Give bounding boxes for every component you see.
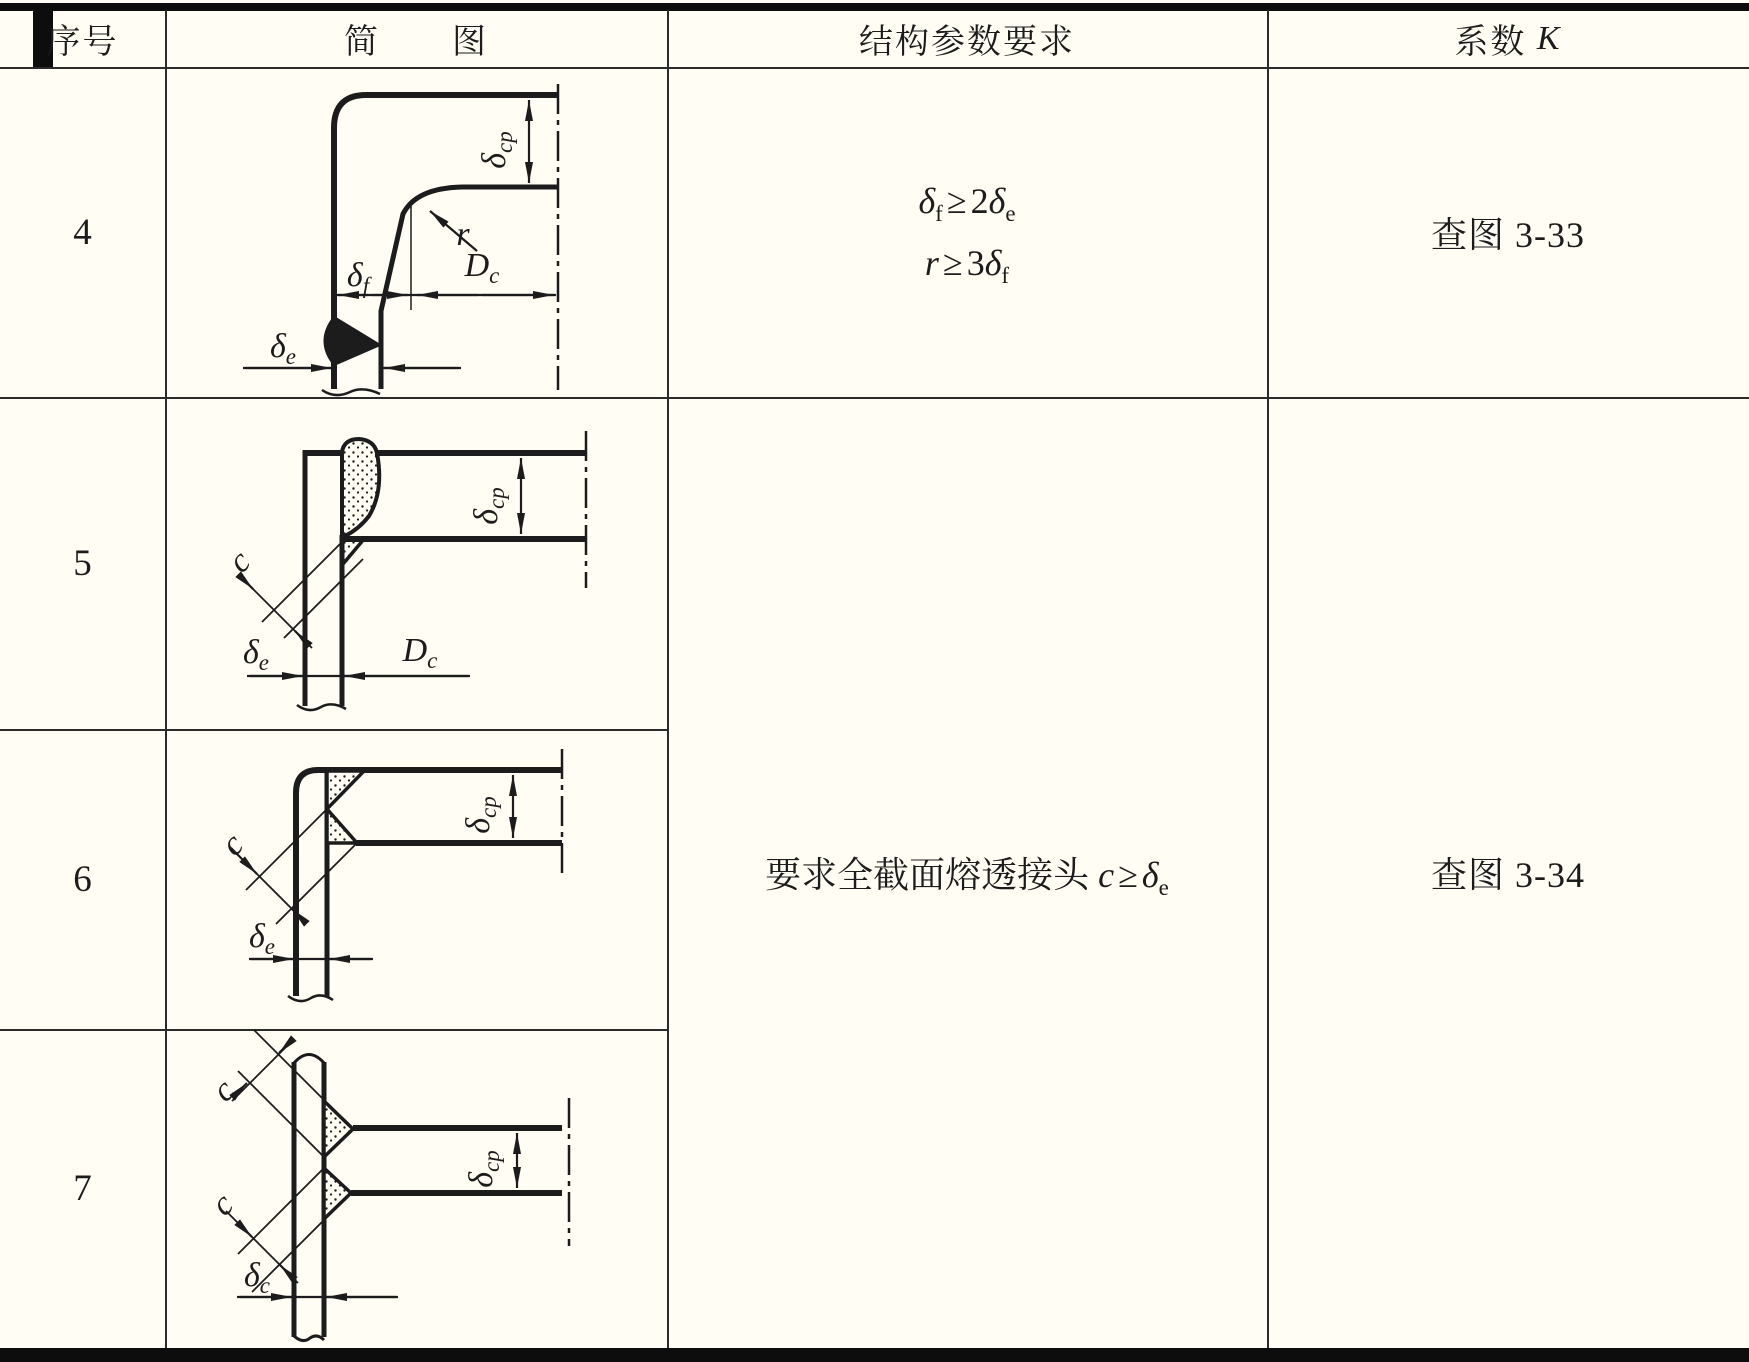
diagram-row7-tee-joint-double-weld [165,1029,667,1348]
label-delta-e: $\delta_e$ [248,918,276,959]
row6-dimension-lines [231,775,513,959]
merged-requirements [667,397,1267,1348]
diagram-row4-flanged-corner-joint [165,67,667,397]
row4-requirement-line1: $\delta_f \ge 2\delta_e$ [918,181,1016,227]
label-delta-e: $\delta_e$ [269,328,297,369]
header-coefficient [1267,10,1749,67]
row4-requirements [667,67,1267,397]
label-Dc: $D_c$ [402,632,438,673]
row6-lower-weld [327,809,357,843]
row4-requirement-line2: $r \ge 3\delta_f$ [924,243,1010,289]
row7-lower-weld [324,1168,351,1219]
label-delta-cp: $\delta_{cp}$ [463,1150,504,1188]
row5-weld-bead [342,439,379,536]
label-Dc: $D_c$ [464,247,500,288]
serial-row4: 4 [73,211,92,253]
header-serial: 序号 [46,24,119,61]
diagram-row5-butt-welded-flat-head [165,397,667,729]
label-c: c [214,826,251,863]
row4-fillet-weld-solid [325,317,381,365]
row7-c-leaders [226,1030,350,1292]
header-coefficient-text: 系数 [1454,24,1527,61]
merged-coefficient: 查图 3-34 [1431,855,1585,895]
label-delta-c: $\delta_c$ [243,1257,271,1298]
header-sketch: 简 图 [344,24,488,61]
row4-coefficient: 查图 3-33 [1431,214,1585,255]
table-bottom-border [0,1348,1749,1362]
label-r: r [456,216,470,253]
serial-row7: 7 [73,1168,92,1209]
merged-requirement-line: 要求全截面熔透接头 $c \ge \delta_e$ [765,855,1169,901]
header-requirements: 结构参数要求 [859,24,1075,61]
serial-row6: 6 [73,858,92,900]
row5-dimension-lines [242,458,521,676]
label-c-bottom: c [204,1186,241,1223]
row7-upper-weld [324,1101,353,1157]
label-delta-cp: $\delta_{cp}$ [476,131,517,169]
label-c: c [221,543,258,580]
label-delta-cp: $\delta_{cp}$ [468,487,509,525]
label-delta-e: $\delta_e$ [242,634,270,675]
label-delta-f: $\delta_f$ [346,257,370,298]
row7-top-break [294,1055,324,1064]
serial-row5: 5 [73,542,92,584]
row4-break-line [322,389,380,395]
row6-break-line [288,995,333,1001]
row7-dimension-lines [235,1042,517,1297]
diagram-row6-double-v-corner-joint [165,729,667,1029]
row7-bottom-break [294,1336,324,1341]
label-delta-cp: $\delta_{cp}$ [460,796,501,834]
row6-upper-weld [327,771,364,809]
label-c-top: c [205,1072,242,1109]
header-coefficient-variable: K [1536,19,1562,57]
